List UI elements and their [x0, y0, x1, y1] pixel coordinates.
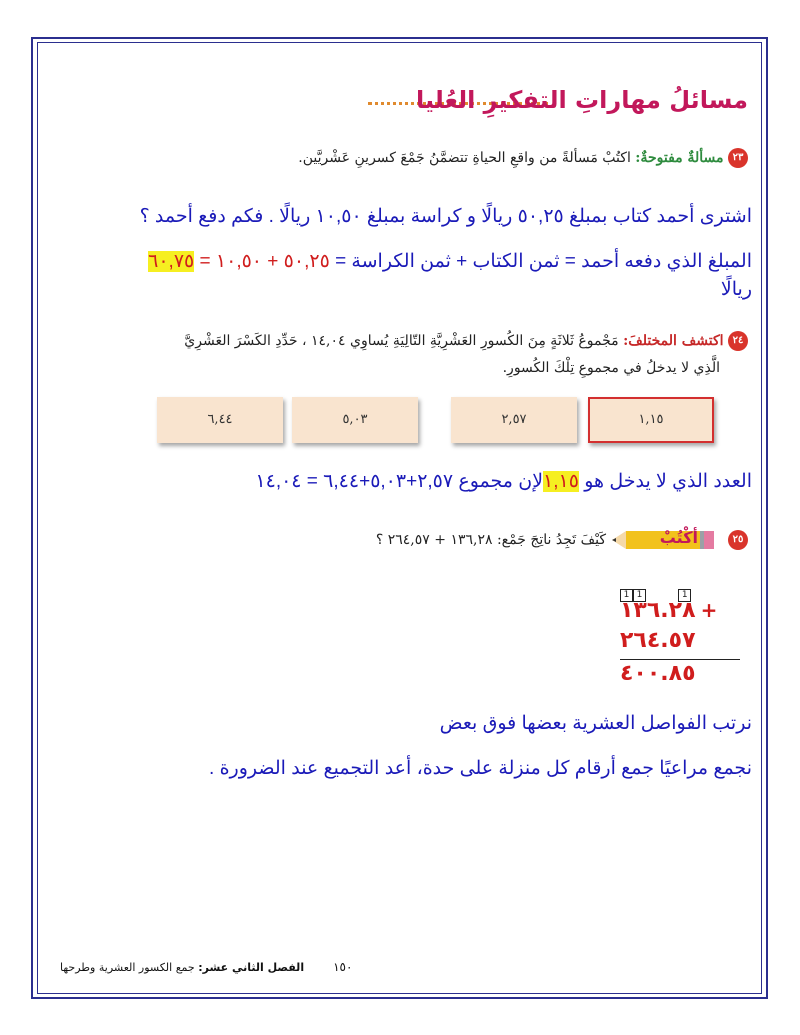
- answer-23-text: المبلغ الذي دفعه أحمد = ثمن الكتاب + ثمن الكراسة =: [335, 251, 752, 272]
- question-prompt: اكتُبْ مَسألةً من واقعِ الحياةِ تتضمَّنُ جَمْعَ كسرينِ عَشْريَّين.: [298, 150, 631, 166]
- question-number-badge: ٢٤: [728, 331, 748, 351]
- carry-digit: 1: [678, 589, 691, 602]
- question-23: [298, 148, 748, 168]
- choice-3[interactable]: ٥,٠٣: [292, 397, 418, 443]
- choice-4[interactable]: ٦,٤٤: [157, 397, 283, 443]
- question-24: [184, 331, 748, 351]
- answer-24-highlight: ١,١٥: [543, 471, 579, 492]
- answer-24-suffix: لإن مجموع ٢,٥٧+٥,٠٣+٦,٤٤ = ١٤,٠٤: [255, 471, 544, 492]
- question-25: [376, 527, 748, 553]
- answer-23-line2: [148, 250, 752, 273]
- choice-1[interactable]: ١,١٥: [588, 397, 714, 443]
- section-title-text: مسائلُ مهاراتِ التفكيرِ العُليا: [415, 86, 748, 114]
- section-title: [416, 78, 748, 114]
- question-number-badge: ٢٥: [728, 530, 748, 550]
- question-24-line2: الَّذِي لا يدخلُ في مجموعِ تِلْكَ الكُسورِ.: [502, 360, 720, 376]
- question-number-badge: ٢٣: [728, 148, 748, 168]
- addend-row-1: [620, 598, 717, 623]
- page-border-inner: [37, 42, 762, 994]
- answer-23-line1: اشترى أحمد كتاب بمبلغ ٥٠,٢٥ ريالًا و كراسة بمبلغ ١٠,٥٠ ريالًا . فكم دفع أحمد ؟: [139, 206, 752, 227]
- question-label: مسألةٌ مفتوحةٌ:: [635, 150, 724, 166]
- choice-2[interactable]: ٢,٥٧: [451, 397, 577, 443]
- page-footer: [60, 960, 352, 974]
- addend-2: ٢٦٤.٥٧: [620, 628, 696, 653]
- explain-line-2: نجمع مراعيًا جمع أرقام كل منزلة على حدة، أعد التجميع عند الضرورة .: [209, 758, 752, 779]
- addend-row-2: [620, 628, 696, 653]
- answer-24-prefix: العدد الذي لا يدخل هو: [584, 471, 752, 492]
- carry-digit: 1: [620, 589, 633, 602]
- answer-23-calc: ٥٠,٢٥ + ١٠,٥٠ =: [199, 251, 330, 272]
- question-prompt: كَيْفَ تَجِدُ ناتِجَ جَمْع: ١٣٦,٢٨ + ٢٦٤,٥٧ ؟: [375, 532, 606, 548]
- page-number: ١٥٠: [333, 960, 353, 974]
- answer-24: [255, 470, 752, 493]
- question-prompt: مَجْموعُ ثَلاثَةٍ مِنَ الكُسورِ العَشْرِيَّةِ التّالِيَةِ يُساوِي ١٤,٠٤ ، حَدِّدِ الكَسْرَ العَشْرِيَّ: [184, 333, 619, 349]
- question-label: اكتشف المختلفَ:: [623, 333, 724, 349]
- sum-result: ٤٠٠.٨٥: [620, 661, 696, 686]
- plus-sign: +: [700, 598, 718, 622]
- carry-digit: 1: [633, 589, 646, 602]
- answer-23-line3: ريالًا: [720, 279, 752, 300]
- answer-23-result: ٦٠,٧٥: [148, 251, 195, 272]
- chapter-label: الفصل الثاني عشر:: [198, 961, 305, 974]
- pencil-icon: [612, 527, 722, 553]
- explain-line-1: نرتب الفواصل العشرية بعضها فوق بعض: [439, 713, 752, 734]
- addend-1: ١٣٦.٢٨: [620, 598, 696, 623]
- sum-row: [620, 661, 696, 686]
- lesson-title: جمع الكسور العشرية وطرحها: [60, 961, 195, 974]
- write-label: أكْتُبْ: [659, 528, 698, 547]
- sum-rule: [620, 659, 740, 660]
